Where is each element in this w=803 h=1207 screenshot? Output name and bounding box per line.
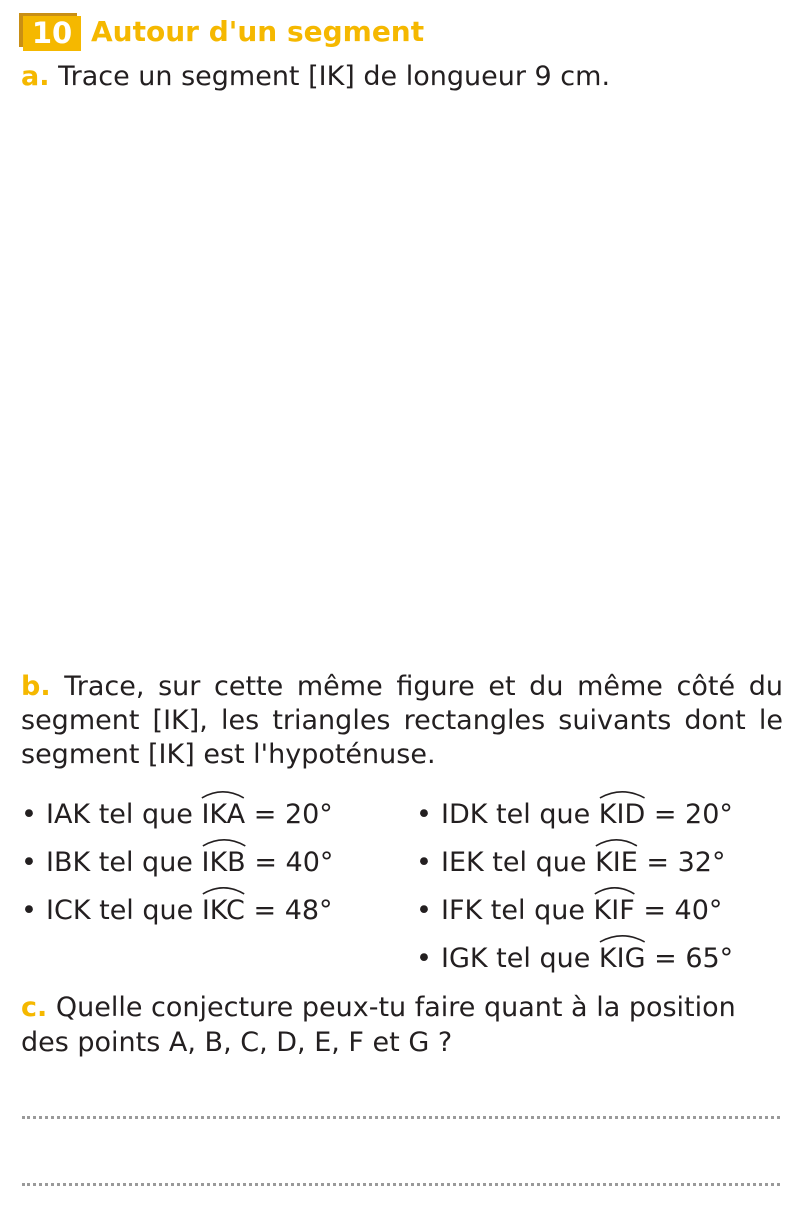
angle-value: = 48°	[253, 895, 333, 926]
question-b-letter: b.	[21, 671, 51, 702]
bullet: •	[21, 799, 37, 830]
exercise-header	[19, 12, 424, 52]
triangle-list-left	[21, 793, 333, 937]
bullet: •	[416, 799, 432, 830]
angle-hat-icon	[599, 932, 646, 943]
triangle-prefix: IFK tel que	[441, 895, 585, 926]
angle-name: IKC	[202, 889, 245, 931]
question-c	[21, 990, 783, 1060]
angle-hat-icon	[595, 836, 638, 847]
triangle-prefix: ICK tel que	[46, 895, 194, 926]
angle-value: = 32°	[646, 847, 726, 878]
angle-value: = 20°	[653, 799, 733, 830]
bullet: •	[21, 895, 37, 926]
angle-hat-icon	[599, 788, 645, 799]
exercise-title: Autour d'un segment	[91, 15, 425, 48]
answer-line-2[interactable]	[22, 1183, 780, 1186]
angle-name: KID	[599, 793, 645, 835]
angle-name: IKB	[202, 841, 246, 883]
bullet: •	[416, 943, 432, 974]
list-item	[416, 793, 733, 841]
question-a-letter: a.	[21, 61, 50, 92]
question-a-text: Trace un segment [IK] de longueur 9 cm.	[58, 61, 611, 92]
list-item	[21, 793, 333, 841]
angle-value: = 40°	[643, 895, 723, 926]
angle-hat-icon	[201, 788, 245, 799]
angle-value: = 20°	[253, 799, 333, 830]
bullet: •	[416, 847, 432, 878]
triangle-prefix: IAK tel que	[46, 799, 193, 830]
angle-name: KIE	[595, 841, 638, 883]
question-c-letter: c.	[21, 992, 48, 1023]
angle-name: IKA	[201, 793, 245, 835]
angle-name: KIG	[599, 937, 646, 979]
angle-name: KIF	[594, 889, 635, 931]
list-item	[416, 937, 733, 985]
angle-hat-icon	[202, 836, 246, 847]
triangle-prefix: IGK tel que	[441, 943, 591, 974]
triangle-prefix: IDK tel que	[441, 799, 591, 830]
triangle-prefix: IBK tel que	[46, 847, 193, 878]
drawing-area[interactable]	[21, 110, 783, 660]
list-item	[416, 889, 733, 937]
list-item	[416, 841, 733, 889]
list-item	[21, 889, 333, 937]
list-item	[21, 841, 333, 889]
angle-hat-icon	[594, 884, 635, 895]
answer-line-1[interactable]	[22, 1116, 780, 1119]
question-a	[21, 58, 610, 96]
question-c-text: Quelle conjecture peux-tu faire quant à la position des points A, B, C, D, E, F et G ?	[21, 992, 736, 1058]
angle-hat-icon	[202, 884, 245, 895]
exercise-number-badge	[19, 13, 81, 51]
angle-value: = 65°	[654, 943, 734, 974]
question-b-text: Trace, sur cette même figure et du même côté du segment [IK], les triangles rectangles suivants dont le segment [IK] est l'hypoténuse.	[21, 671, 783, 770]
question-b	[21, 670, 783, 772]
exercise-number: 10	[23, 16, 81, 51]
bullet: •	[21, 847, 37, 878]
triangle-prefix: IEK tel que	[441, 847, 587, 878]
bullet: •	[416, 895, 432, 926]
triangle-list-right	[416, 793, 733, 985]
angle-value: = 40°	[254, 847, 334, 878]
